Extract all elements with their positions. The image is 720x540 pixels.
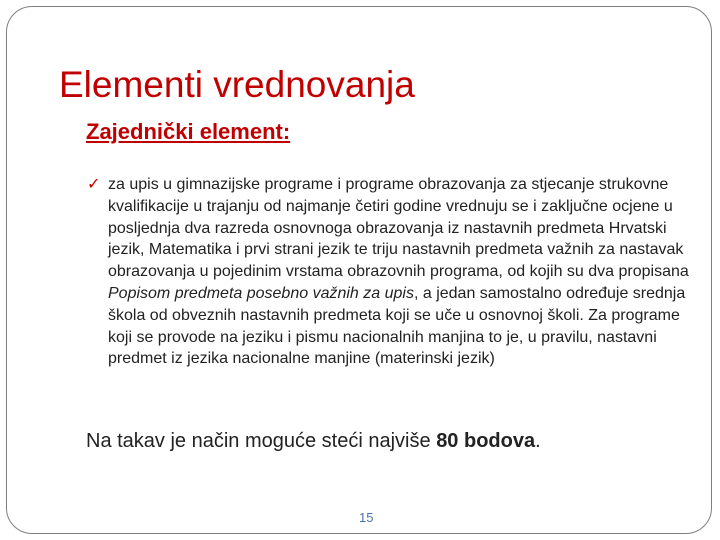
check-icon: ✓ [87, 176, 101, 193]
bullet-item [87, 174, 693, 370]
points-note-start: Na takav je način moguće steći najviše [86, 430, 437, 452]
page-number: 15 [359, 510, 374, 525]
slide-subtitle: Zajednički element: [86, 119, 291, 144]
points-note-end: . [535, 430, 541, 452]
slide-frame [6, 6, 712, 534]
points-value: 80 bodova [436, 430, 536, 452]
bullet-text-italic: Popisom predmeta posebno važnih za upis [108, 284, 414, 302]
bullet-text-end: , a jedan samostalno određuje srednja škola od obveznih nastavnih predmeta koji se uče u osnovnoj školi. Za programe koji se provode na jeziku i pismu nacionalnih manjina to je, u pravilu, nastavni predmet iz jezika nacionalne manjine (materinski jezik) [108, 284, 686, 368]
slide-title: Elementi vrednovanja [59, 64, 415, 105]
bullet-text-start: za upis u gimnazijske programe i programe obrazovanja za stjecanje strukovne kvalifikacije u trajanju od najmanje četiri godine vrednuju se i zaključne ocjene u posljednja dva razreda osnovnoga obrazovanja iz nastavnih predmeta Hrvatski jezik, Matematika i prvi strani jezik te triju nastavnih predmeta važnih za nastavak obrazovanja u pojedinim vrstama obrazovnih programa, od kojih su dva propisana [108, 176, 689, 281]
bullet-text [108, 174, 693, 370]
points-note [86, 430, 541, 453]
